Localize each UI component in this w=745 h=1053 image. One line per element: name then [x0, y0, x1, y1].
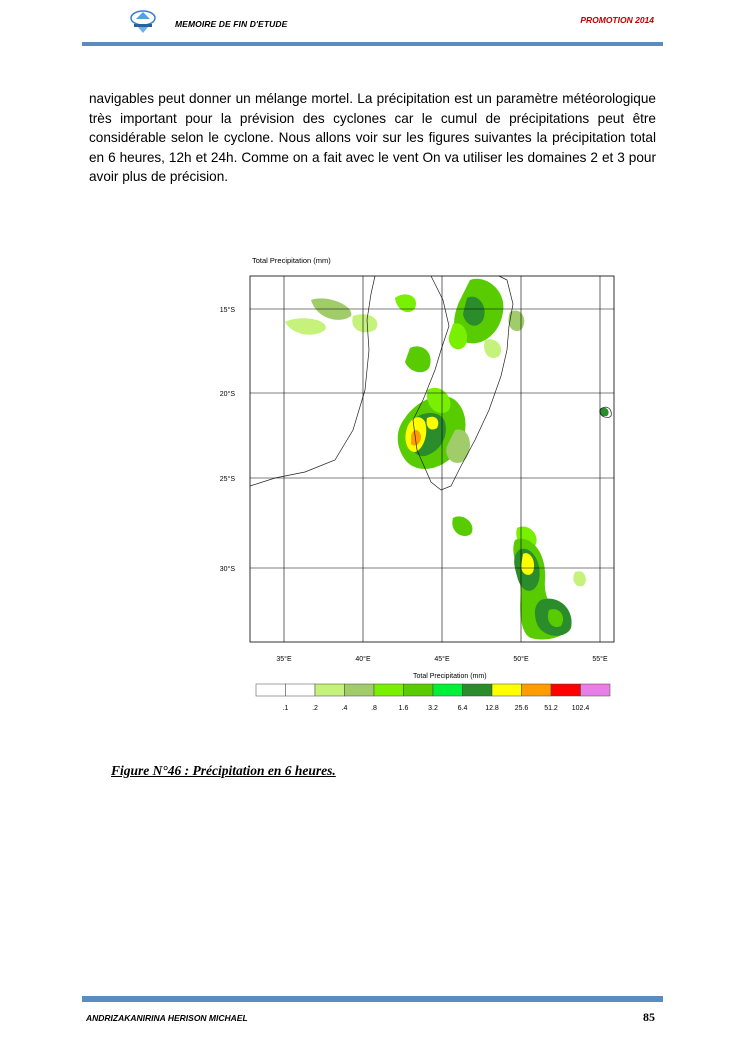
lon-label: 50°E — [513, 656, 529, 663]
colorbar-label: 12.8 — [485, 705, 499, 712]
longitude-labels — [276, 655, 608, 663]
map-panel — [250, 276, 614, 642]
lat-label: 30°S — [219, 566, 235, 573]
map-title: Total Precipitation (mm) — [252, 256, 331, 265]
colorbar-swatch — [492, 684, 522, 696]
body-paragraph: navigables peut donner un mélange mortel. La précipitation est un paramètre météorologique très important pour la prévision des cyclones car le cumul de précipitations peut être considérable selon le cyclone. Nous allons voir sur les figures suivantes la précipitation total en 6 heures, 12h et 24h. Comme on a fait avec le vent On va utiliser les domaines 2 et 3 pour avoir plus de précision. — [89, 91, 656, 185]
university-logo — [128, 9, 158, 35]
colorbar-swatch — [404, 684, 434, 696]
colorbar-label: .8 — [371, 705, 377, 712]
colorbar-swatch — [463, 684, 493, 696]
lat-label: 25°S — [219, 476, 235, 483]
colorbar-swatch — [433, 684, 463, 696]
footer-divider — [82, 996, 663, 1002]
colorbar-swatch — [551, 684, 581, 696]
figure-caption: Figure N°46 : Précipitation en 6 heures. — [111, 763, 336, 778]
colorbar-label: 6.4 — [457, 705, 468, 712]
colorbar-label: .4 — [341, 705, 348, 712]
colorbar-swatch — [522, 684, 552, 696]
document-title: MEMOIRE DE FIN D'ETUDE — [175, 19, 288, 29]
colorbar-label: 51.2 — [544, 705, 558, 712]
footer-author: ANDRIZAKANIRINA HERISON MICHAEL — [86, 1013, 248, 1023]
colorbar-swatch — [315, 684, 345, 696]
lon-label: 55°E — [592, 656, 608, 663]
legend-title: Total Precipitation (mm) — [413, 673, 487, 680]
header-divider — [82, 42, 663, 46]
precipitation-map-figure — [219, 250, 615, 720]
colorbar-swatch — [286, 684, 316, 696]
colorbar-swatch — [345, 684, 375, 696]
colorbar-swatch — [581, 684, 611, 696]
colorbar — [256, 684, 610, 696]
lat-label: 15°S — [219, 307, 235, 314]
lon-label: 35°E — [276, 656, 292, 663]
lon-label: 45°E — [434, 656, 450, 663]
lon-label: 40°E — [355, 656, 371, 663]
colorbar-label: 3.2 — [428, 705, 438, 712]
promotion-label: PROMOTION 2014 — [580, 15, 654, 25]
page-number: 85 — [643, 1010, 655, 1024]
colorbar-label: 1.6 — [398, 705, 409, 712]
colorbar-labels — [283, 705, 590, 712]
colorbar-label: .1 — [282, 705, 289, 712]
colorbar-label: 102.4 — [571, 705, 590, 712]
colorbar-label: .2 — [312, 705, 318, 712]
latitude-labels — [220, 306, 236, 573]
colorbar-swatch — [374, 684, 404, 696]
colorbar-swatch — [256, 684, 286, 696]
colorbar-label: 25.6 — [514, 705, 529, 712]
lat-label: 20°S — [219, 391, 235, 398]
